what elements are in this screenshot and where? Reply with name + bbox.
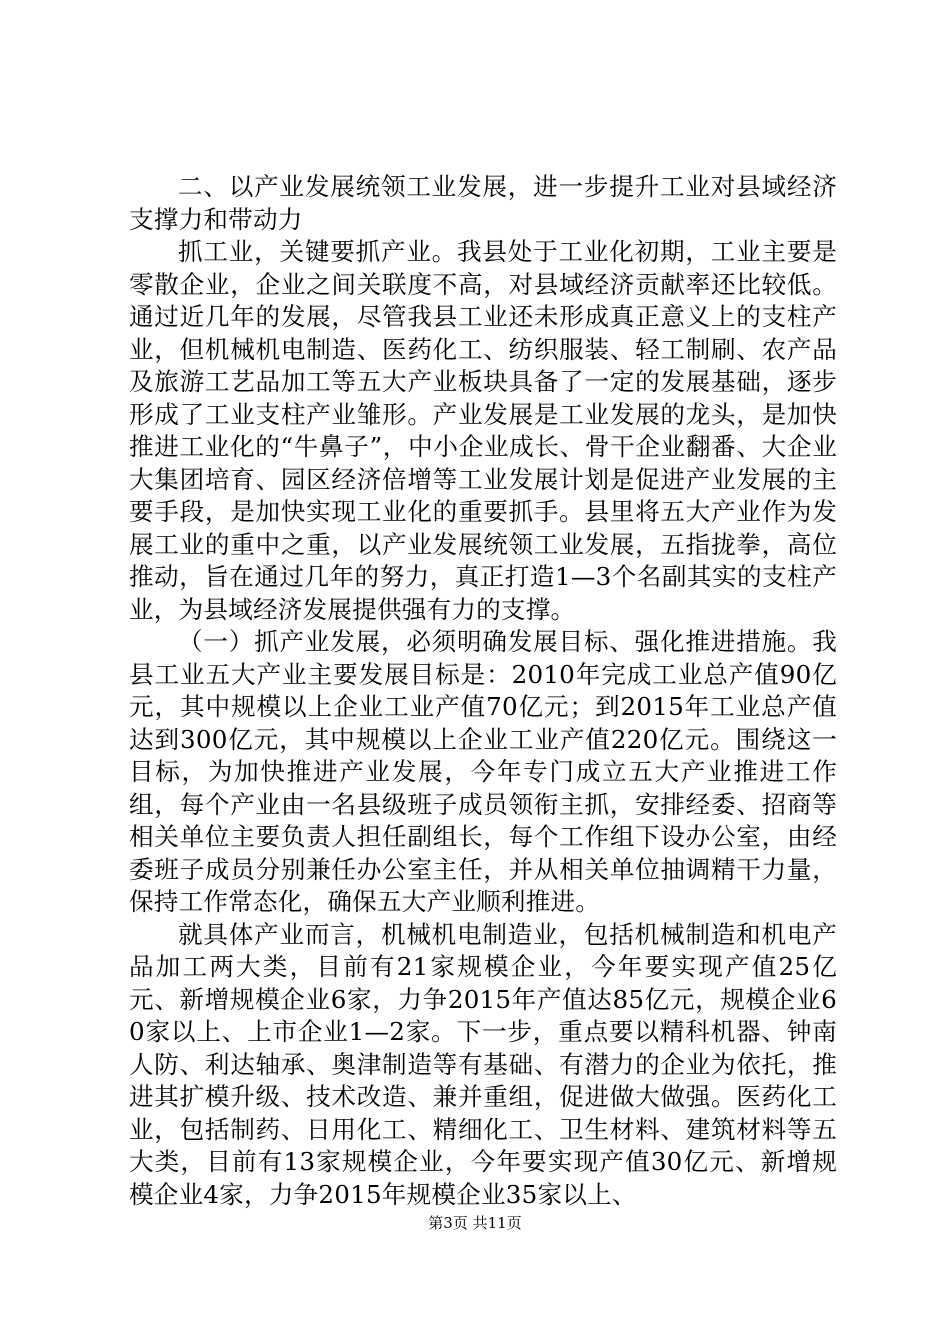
body-paragraph: 抓工业，关键要抓产业。我县处于工业化初期，工业主要是零散企业，企业之间关联度不高，对县域经济贡献率还比较低。通过近几年的发展，尽管我县工业还未形成真正意义上的支柱产业，但机械机电制造、医药化工、纺织服装、轻工制刷、农产品及旅游工艺品加工等五大产业板块具备了一定的发展基础，逐步形成了工业支柱产业雏形。产业发展是工业发展的龙头，是加快推进工业化的“牛鼻子”，中小企业成长、骨干企业翻番、大企业大集团培育、园区经济倍增等工业发展计划是促进产业发展的主要手段，是加快实现工业化的重要抓手。县里将五大产业作为发展工业的重中之重，以产业发展统领工业发展，五指拢拳，高位推动，旨在通过几年的努力，真正打造1—3个名副其实的支柱产业，为县域经济发展提供强有力的支撑。 (129, 237, 837, 624)
subsection-paragraph: （一）抓产业发展，必须明确发展目标、强化推进措施。我县工业五大产业主要发展目标是：2010年完成工业总产值90亿元，其中规模以上企业工业产值70亿元；到2015年工业总产值达到300亿元，其中规模以上企业工业产值220亿元。围绕这一目标，为加快推进产业发展，今年专门成立五大产业推进工作组，每个产业由一名县级班子成员领衔主抓，安排经委、招商等相关单位主要负责人担任副组长，每个工作组下设办公室，由经委班子成员分别兼任办公室主任，并从相关单位抽调精干力量，保持工作常态化，确保五大产业顺利推进。 (129, 627, 837, 916)
body-paragraph: 就具体产业而言，机械机电制造业，包括机械制造和机电产品加工两大类，目前有21家规模企业，今年要实现产值25亿元、新增规模企业6家，力争2015年产值达85亿元，规模企业60家以上、上市企业1—2家。下一步，重点要以精科机器、钟南人防、利达轴承、奥津制造等有基础、有潜力的企业为依托，推进其扩模升级、技术改造、兼并重组，促进做大做强。医药化工业，包括制药、日用化工、精细化工、卫生材料、建筑材料等五大类，目前有13家规模企业，今年要实现产值30亿元、新增规模企业4家，力争2015年规模企业35家以上、 (129, 919, 837, 1209)
section-heading: 二、以产业发展统领工业发展，进一步提升工业对县域经济支撑力和带动力 (129, 172, 837, 234)
document-body (129, 171, 837, 1211)
page-footer: 第3页 共11页 (428, 1214, 522, 1232)
